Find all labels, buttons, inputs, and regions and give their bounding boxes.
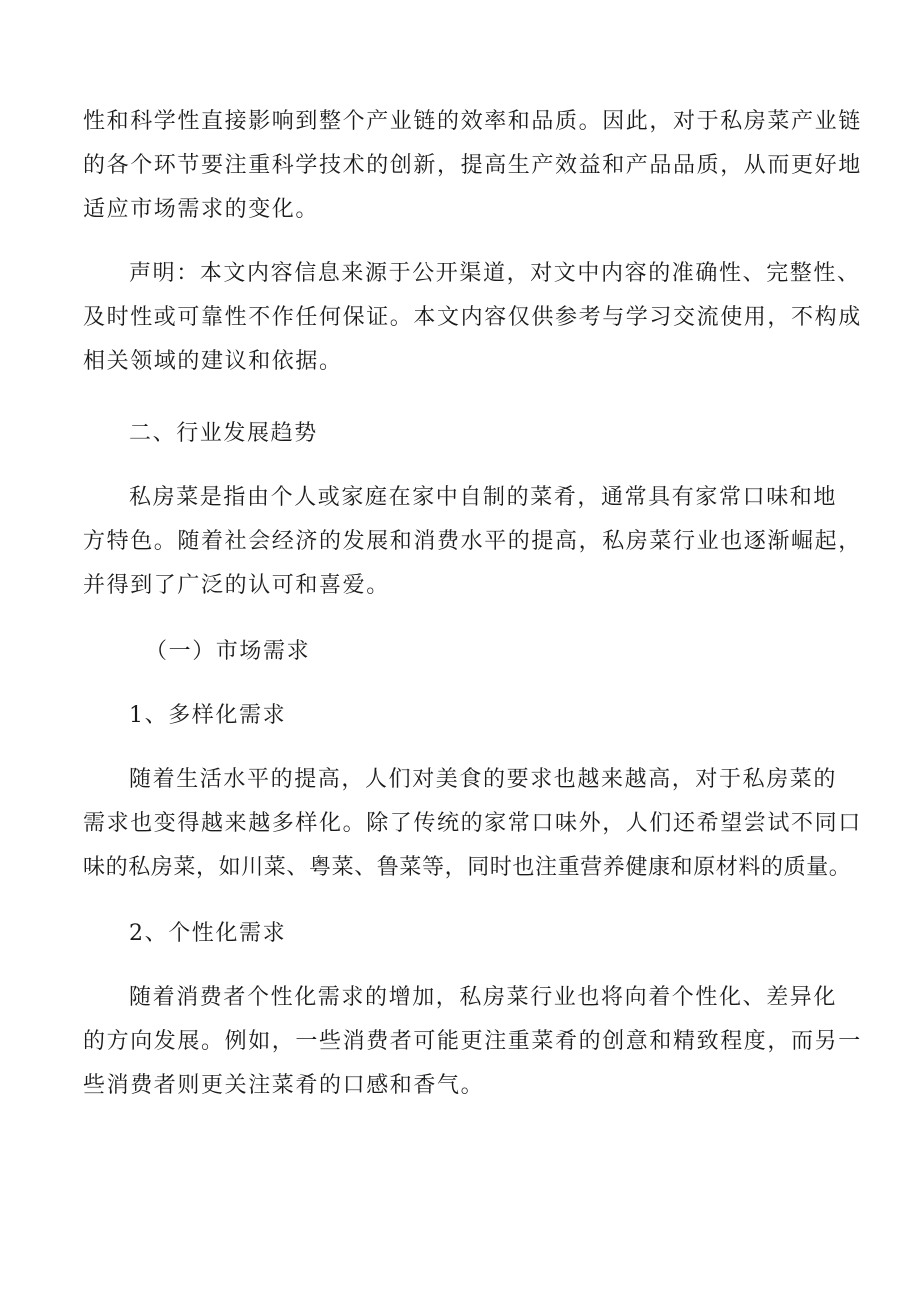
text-line: 的方向发展。例如，一些消费者可能更注重菜肴的创意和精致程度，而另一 [83, 1029, 862, 1054]
text-line: 随着生活水平的提高，人们对美食的要求也越来越高，对于私房菜的 [129, 767, 838, 792]
text-line: 并得到了广泛的认可和喜爱。 [83, 573, 390, 598]
text-line: 需求也变得越来越多样化。除了传统的家常口味外，人们还希望尝试不同口 [83, 811, 862, 836]
item-heading-personalization: 2、个性化需求 [129, 921, 287, 946]
paragraph-disclaimer [83, 252, 862, 384]
paragraph-industry-chain [83, 100, 862, 232]
section-heading: 二、行业发展趋势 [129, 421, 318, 446]
paragraph-private-cuisine-intro [83, 476, 862, 608]
text-line: 方特色。随着社会经济的发展和消费水平的提高，私房菜行业也逐渐崛起， [83, 529, 862, 554]
paragraph-diverse-demand [83, 758, 862, 890]
paragraph-personalized-demand [83, 976, 862, 1108]
subsection-heading: （一）市场需求 [145, 639, 311, 664]
text-line: 声明：本文内容信息来源于公开渠道，对文中内容的准确性、完整性、 [129, 261, 861, 286]
text-line: 私房菜是指由个人或家庭在家中自制的菜肴，通常具有家常口味和地 [129, 485, 838, 510]
text-line: 及时性或可靠性不作任何保证。本文内容仅供参考与学习交流使用，不构成 [83, 305, 862, 330]
text-line: 的各个环节要注重科学技术的创新，提高生产效益和产品品质，从而更好地 [83, 153, 862, 178]
text-line: 相关领域的建议和依据。 [83, 349, 343, 374]
text-line: 性和科学性直接影响到整个产业链的效率和品质。因此，对于私房菜产业链 [83, 109, 862, 134]
text-line: 随着消费者个性化需求的增加，私房菜行业也将向着个性化、差异化 [129, 985, 838, 1010]
text-line: 味的私房菜，如川菜、粤菜、鲁菜等，同时也注重营养健康和原材料的质量。 [83, 855, 852, 880]
document-page [83, 100, 862, 1108]
text-line: 适应市场需求的变化。 [83, 197, 320, 222]
text-line: 些消费者则更关注菜肴的口感和香气。 [83, 1073, 485, 1098]
item-heading-diversity: 1、多样化需求 [129, 703, 287, 728]
